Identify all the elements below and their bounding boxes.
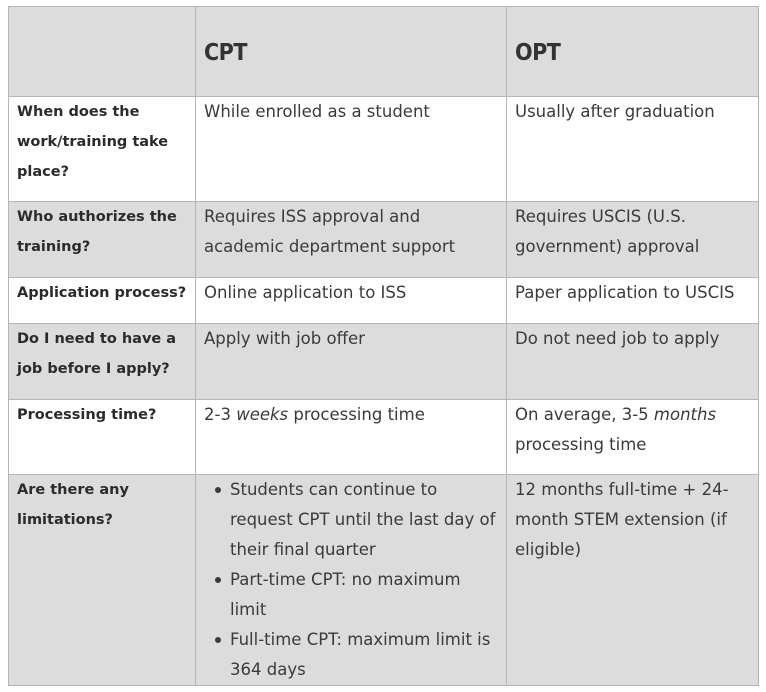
column-header-cpt: CPT <box>196 7 507 97</box>
column-header-opt: OPT <box>507 7 759 97</box>
opt-answer: 12 months full-time + 24-month STEM extension (if eligible) <box>507 475 759 686</box>
cpt-answer: Requires ISS approval and academic department support <box>196 202 507 278</box>
list-item: Part-time CPT: no maximum limit <box>230 565 498 625</box>
empty-header-cell <box>9 7 196 97</box>
list-item: Full-time CPT: maximum limit is 364 days <box>230 625 498 685</box>
cpt-answer <box>196 400 507 475</box>
cpt-limitations-list <box>204 475 498 685</box>
cpt-opt-comparison-table <box>8 6 759 686</box>
table-row <box>9 278 759 324</box>
row-question: Do I need to have a job before I apply? <box>9 324 196 400</box>
opt-answer: Paper application to USCIS <box>507 278 759 324</box>
table-row <box>9 324 759 400</box>
row-question: Application process? <box>9 278 196 324</box>
opt-answer <box>507 400 759 475</box>
table-row <box>9 400 759 475</box>
cpt-answer: While enrolled as a student <box>196 97 507 202</box>
table-row <box>9 97 759 202</box>
opt-answer: Usually after graduation <box>507 97 759 202</box>
cpt-processing-prefix: 2-3 <box>204 405 237 424</box>
cpt-answer: Online application to ISS <box>196 278 507 324</box>
table-row <box>9 202 759 278</box>
opt-processing-unit: months <box>653 405 717 424</box>
table-row <box>9 475 759 686</box>
opt-answer: Do not need job to apply <box>507 324 759 400</box>
row-question: When does the work/training take place? <box>9 97 196 202</box>
list-item: Students can continue to request CPT until the last day of their final quarter <box>230 475 498 565</box>
opt-processing-prefix: On average, 3-5 <box>515 405 654 424</box>
row-question: Are there any limitations? <box>9 475 196 686</box>
opt-answer: Requires USCIS (U.S. government) approval <box>507 202 759 278</box>
row-question: Who authorizes the training? <box>9 202 196 278</box>
cpt-processing-unit: weeks <box>236 405 289 424</box>
cpt-answer <box>196 475 507 686</box>
table-header-row <box>9 7 759 97</box>
cpt-answer: Apply with job offer <box>196 324 507 400</box>
cpt-processing-suffix: processing time <box>288 405 425 424</box>
row-question: Processing time? <box>9 400 196 475</box>
opt-processing-suffix: processing time <box>515 435 647 454</box>
